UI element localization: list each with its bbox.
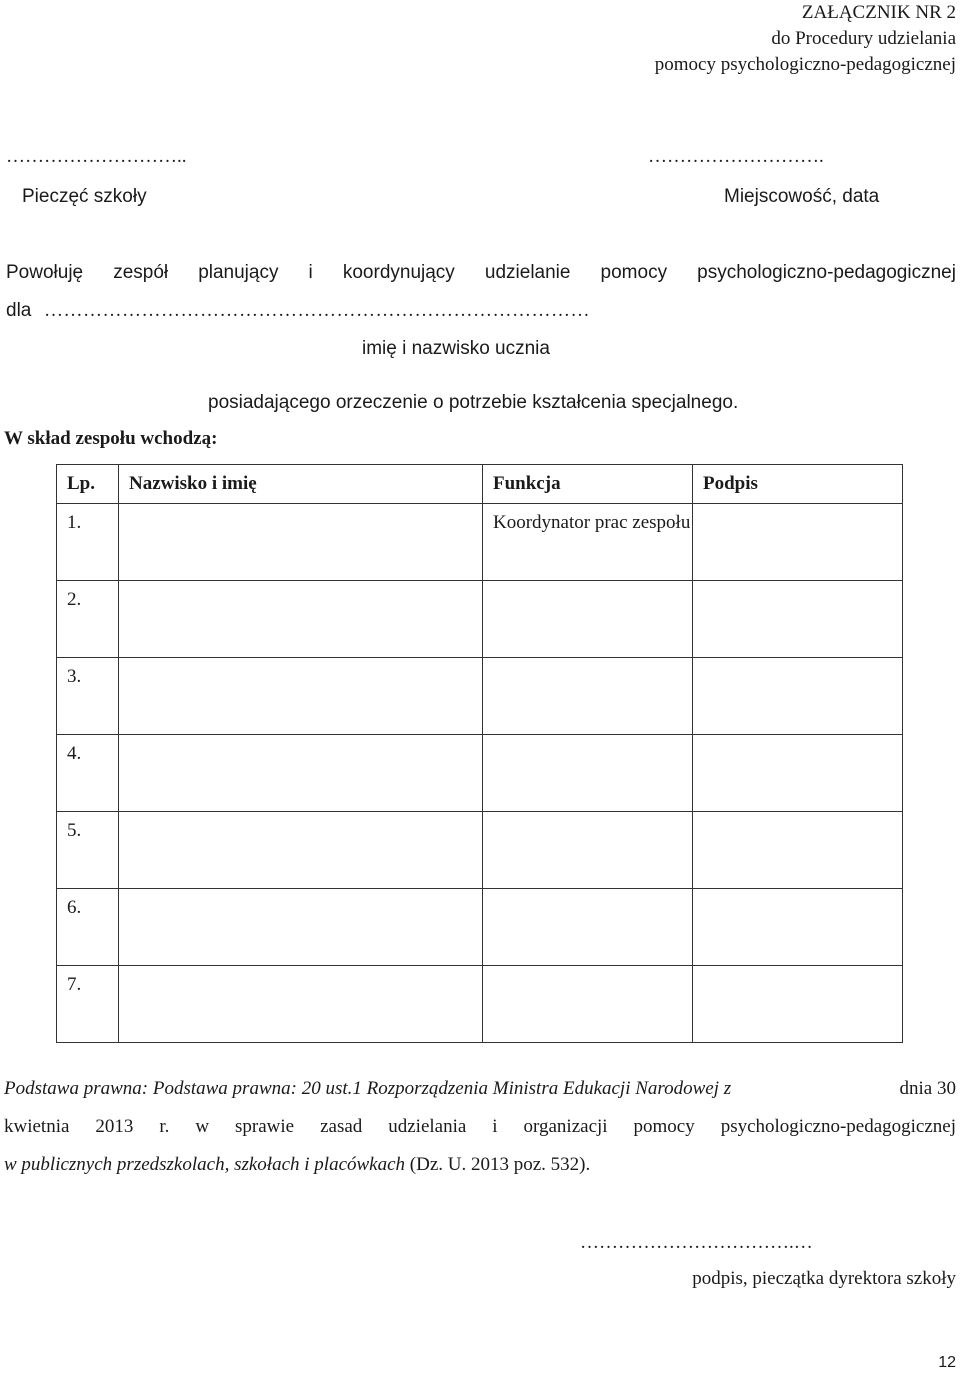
- column-header-function: Funkcja: [483, 465, 693, 504]
- row-function: [483, 889, 693, 966]
- legal-basis-line-3: [4, 1154, 590, 1176]
- row-name-cell[interactable]: [119, 889, 483, 966]
- row-name-cell[interactable]: [119, 812, 483, 889]
- row-function: [483, 658, 693, 735]
- row-lp: 6.: [57, 889, 119, 966]
- orzeczenie-text: posiadającego orzeczenie o potrzebie kształcenia specjalnego.: [208, 392, 739, 413]
- legal-basis-line-2: kwietnia 2013 r. w sprawie zasad udzielania i organizacji pomocy psychologiczno-pedagogicznej: [4, 1116, 956, 1137]
- intro-word: planujący: [198, 262, 279, 283]
- row-signature-cell[interactable]: [693, 658, 903, 735]
- row-name-cell[interactable]: [119, 581, 483, 658]
- row-lp: 1.: [57, 504, 119, 581]
- column-header-signature: Podpis: [693, 465, 903, 504]
- signature-dots: …………………………….…: [580, 1232, 813, 1253]
- place-date-label: Miejscowość, data: [724, 186, 880, 207]
- table-header-row: [57, 465, 903, 504]
- legal-basis-line-1: [4, 1078, 956, 1100]
- table-row: [57, 504, 903, 581]
- row-signature-cell[interactable]: [693, 735, 903, 812]
- stamp-label: Pieczęć szkoły: [22, 186, 147, 207]
- row-function: [483, 812, 693, 889]
- team-members-table: [56, 464, 903, 1043]
- row-function: [483, 735, 693, 812]
- row-function: Koordynator prac zespołu: [483, 504, 693, 581]
- header-line-2: do Procedury udzielania: [771, 28, 956, 49]
- table-row: [57, 735, 903, 812]
- row-name-cell[interactable]: [119, 658, 483, 735]
- row-lp: 7.: [57, 966, 119, 1043]
- table-row: [57, 889, 903, 966]
- column-header-lp: Lp.: [57, 465, 119, 504]
- table-row: [57, 581, 903, 658]
- signature-label: podpis, pieczątka dyrektora szkoły: [692, 1268, 956, 1289]
- intro-word: psychologiczno-pedagogicznej: [697, 262, 956, 283]
- row-signature-cell[interactable]: [693, 812, 903, 889]
- header-line-1: ZAŁĄCZNIK NR 2: [801, 2, 956, 23]
- attachment-header: [655, 0, 956, 78]
- student-name-dots: …………………………………………………………………………: [44, 300, 590, 321]
- row-name-cell[interactable]: [119, 504, 483, 581]
- legal-basis-italic: Podstawa prawna: Podstawa prawna: 20 ust.1 Rozporządzenia Ministra Edukacji Narodowej z: [4, 1078, 732, 1099]
- student-name-caption: imię i nazwisko ucznia: [362, 338, 550, 359]
- intro-word: udzielanie: [484, 262, 571, 283]
- column-header-name: Nazwisko i imię: [119, 465, 483, 504]
- table-row: [57, 966, 903, 1043]
- row-signature-cell[interactable]: [693, 966, 903, 1043]
- row-function: [483, 966, 693, 1043]
- row-signature-cell[interactable]: [693, 581, 903, 658]
- stamp-dots: ………………………..: [6, 146, 187, 167]
- row-lp: 5.: [57, 812, 119, 889]
- row-name-cell[interactable]: [119, 735, 483, 812]
- header-line-3: pomocy psychologiczno-pedagogicznej: [654, 54, 956, 75]
- row-lp: 3.: [57, 658, 119, 735]
- intro-line: [6, 262, 956, 284]
- table-row: [57, 812, 903, 889]
- team-heading: W skład zespołu wchodzą:: [4, 428, 218, 449]
- row-lp: 4.: [57, 735, 119, 812]
- intro-word: Powołuję: [6, 262, 84, 283]
- dla-label: dla: [6, 300, 32, 321]
- table-row: [57, 658, 903, 735]
- intro-word: i: [308, 262, 313, 283]
- row-lp: 2.: [57, 581, 119, 658]
- intro-word: koordynujący: [342, 262, 455, 283]
- page-number: 12: [938, 1354, 956, 1371]
- place-date-dots: ……………………….: [648, 146, 824, 167]
- legal-basis-date: dnia 30: [899, 1078, 956, 1099]
- intro-word: pomocy: [600, 262, 668, 283]
- row-signature-cell[interactable]: [693, 504, 903, 581]
- row-name-cell[interactable]: [119, 966, 483, 1043]
- intro-word: zespół: [113, 262, 169, 283]
- legal-basis-citation: (Dz. U. 2013 poz. 532).: [409, 1154, 591, 1175]
- legal-basis-institutions: w publicznych przedszkolach, szkołach i placówkach: [4, 1154, 406, 1175]
- row-function: [483, 581, 693, 658]
- row-signature-cell[interactable]: [693, 889, 903, 966]
